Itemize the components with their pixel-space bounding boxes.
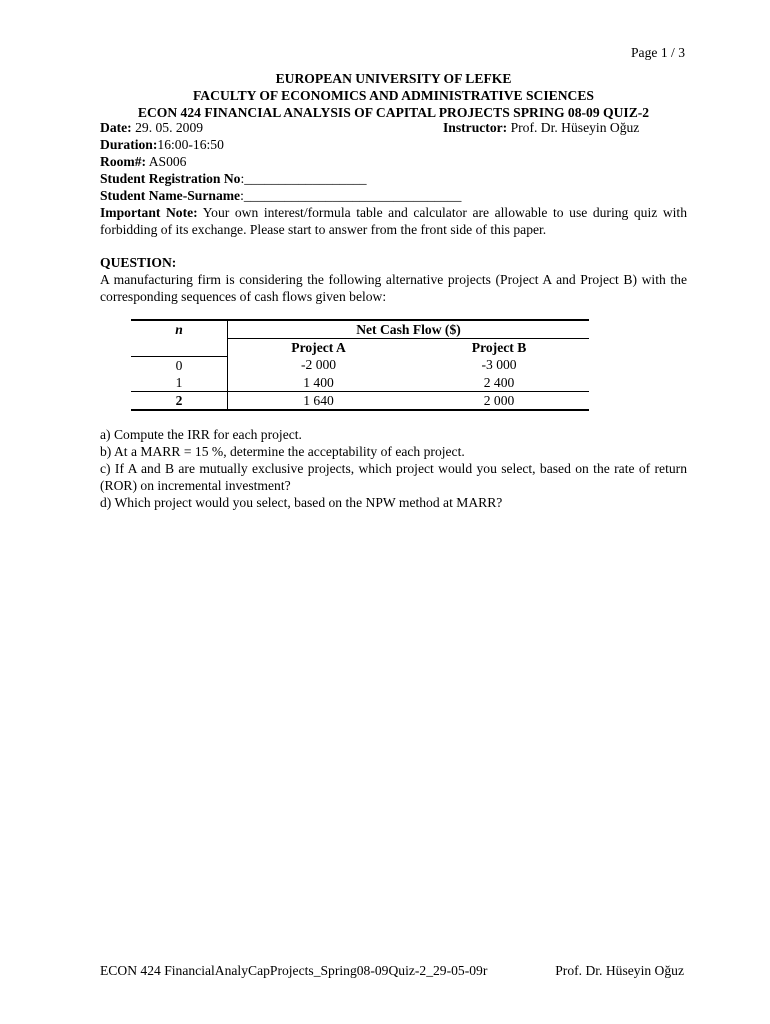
name-label: Student Name-Surname [100,188,241,203]
footer-filename: ECON 424 FinancialAnalyCapProjects_Spring08-09Quiz-2_29-05-09r [100,963,488,978]
part-a: a) Compute the IRR for each project. [100,427,302,442]
project-a-cell: 1 640 [228,391,410,410]
part-b: b) At a MARR = 15 %, determine the acceptability of each project. [100,444,465,459]
registration-label: Student Registration No [100,171,241,186]
table-row [131,374,589,392]
name-line [100,187,687,204]
exam-header [100,70,687,121]
part-d: d) Which project would you select, based on the NPW method at MARR? [100,495,503,510]
n-cell: 0 [131,356,228,374]
date-line [100,119,687,136]
registration-blank[interactable]: :__________________ [240,171,367,186]
n-cell: 2 [131,391,228,410]
registration-line [100,170,687,187]
question-parts [100,426,687,511]
exam-info [100,119,687,238]
instructor-label: Instructor: [443,120,508,135]
project-a-cell: 1 400 [228,374,410,392]
project-b-cell: 2 000 [409,391,589,410]
room-line [100,153,687,170]
project-b-header: Project B [471,340,527,355]
project-b-cell: 2 400 [409,374,589,392]
n-header: n [131,320,228,339]
question-title: QUESTION: [100,255,177,270]
duration-label: Duration: [100,137,158,152]
course-title: ECON 424 FINANCIAL ANALYSIS OF CAPITAL PROJECTS SPRING 08-09 QUIZ-2 [137,105,650,120]
project-a-cell: -2 000 [300,357,337,373]
note-label: Important Note: [100,205,198,220]
n-cell: 1 [131,374,228,392]
note-text: Your own interest/formula table and calculator are allowable to use during quiz with forbidding of its exchange. Please start to answer from the front side of this paper. [100,205,687,237]
project-b-cell: -3 000 [481,357,517,373]
footer-author: Prof. Dr. Hüseyin Oğuz [555,963,684,978]
instructor-line [443,119,639,136]
faculty-name: FACULTY OF ECONOMICS AND ADMINISTRATIVE SCIENCES [193,88,594,103]
table-row [131,391,589,410]
part-c: c) If A and B are mutually exclusive projects, which project would you select, based on the rate of return (ROR) on incremental investment? [100,461,687,493]
important-note [100,204,687,238]
name-blank[interactable]: :________________________________ [240,188,462,203]
room-value: AS006 [146,154,187,169]
question-text: A manufacturing firm is considering the following alternative projects (Project A and Project B) with the corresponding sequences of cash flows given below: [100,272,687,304]
university-name: EUROPEAN UNIVERSITY OF LEFKE [275,71,512,86]
table-header-row [131,320,589,339]
cash-flow-table [131,319,589,411]
date-label: Date: [100,120,132,135]
net-cash-flow-header: Net Cash Flow ($) [228,320,590,339]
table-subheader-row [131,339,589,357]
n-subheader-empty [131,339,228,357]
instructor-value: Prof. Dr. Hüseyin Oğuz [507,120,640,135]
duration-value: 16:00-16:50 [157,137,224,152]
date-value: 29. 05. 2009 [131,120,204,135]
page-number: Page 1 / 3 [631,45,685,60]
table-row [131,356,589,374]
question-section [100,254,687,305]
room-label: Room#: [100,154,147,169]
duration-line [100,136,687,153]
project-a-header: Project A [291,340,346,355]
